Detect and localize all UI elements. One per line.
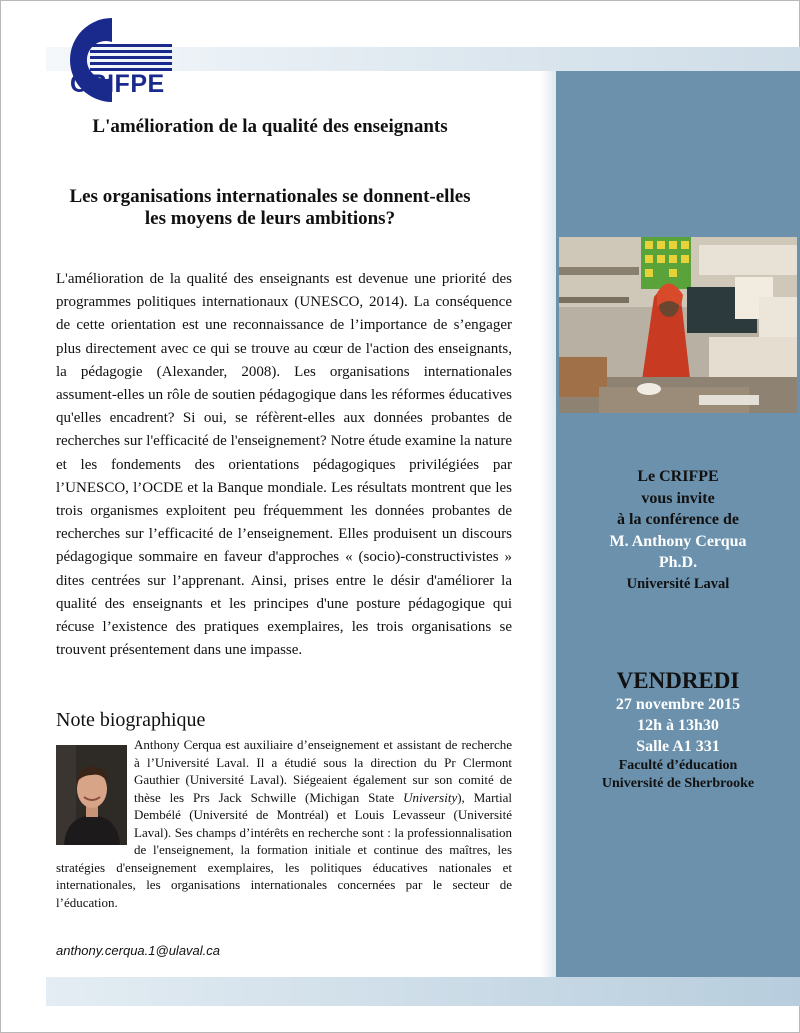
invite-line-2: vous invite [641,489,715,507]
logo-text: CRIFPE [70,70,165,98]
event-time: 12h à 13h30 [637,717,719,734]
event-room: Salle A1 331 [636,738,720,755]
classroom-photo [559,237,797,413]
event-faculty: Faculté d’éducation [618,758,738,773]
column-shade [540,71,556,977]
speaker-degree: Ph.D. [658,554,698,571]
event-date: 27 novembre 2015 [615,696,741,713]
contact-email[interactable]: anthony.cerqua.1@ulaval.ca [56,943,221,958]
bottom-band [46,977,800,1006]
bio-text: Anthony Cerqua est auxiliaire d’enseignement et assistant de recherche à l’Université Laval. Il a étudié sous la direction du Pr Clermont Gauthier (Université Laval). Siégeaient également sur son comité de thèse les Prs Jack Schwille (Michigan State University), Martial Dembélé (Université de Montréal) et Louis Levasseur (Université Laval). Ses champs d’intérêts en recherche sont : la professionnalisation de l'enseignement, la formation initiale et continue des maîtres, les stratégies d'enseignement exemplaires, les politiques éducatives nationales et internationales, les organisations internationales concernées par le secteur de l’éducation. [56,737,512,910]
event-details [556,668,800,793]
bio-heading: Note biographique [56,709,206,731]
abstract-text: L'amélioration de la qualité des enseignants est devenue une priorité des programmes politiques internationaux (UNESCO, 2014). La conséquence de cette orientation est une reconnaissance de l’importance de s’engager plus directement avec ce qui se trouve au cœur de l'action des enseignants, la pédagogie (Alexander, 2008). Les organisations internationales assument-elles un rôle de soutien pédagogique dans les réformes éducatives qu'elles encadrent? Si oui, se réfèrent-elles aux données probantes de recherches sur l'efficacité de l'enseignement? Notre étude examine la nature et les fondements des orientations pédagogiques privilégiées par l’UNESCO, l’OCDE et la Banque mondiale. Les résultats montrent que les trois organismes exploitent peu fréquemment les données probantes de recherches sur l’efficacité de l’enseignement. Elles produisent un discours pédagogique sommaire en faveur d'approches « (socio)-constructivistes » dites centrées sur l’apprenant. Ainsi, prises entre le désir d'améliorer la qualité des enseignants et les principes d'une posture pédagogique qui récuse l’existence des pratiques exemplaires, les trois organisations se trouvent présentement dans une impasse. [56,271,512,659]
event-university: Université de Sherbrooke [601,776,755,791]
invite-line-1: Le CRIFPE [637,468,719,485]
event-day: VENDREDI [616,668,740,693]
conference-title: L'amélioration de la qualité des enseignants [92,116,448,137]
speaker-affiliation: Université Laval [626,575,730,592]
conference-subtitle: Les organisations internationales se donnent-elles les moyens de leurs ambitions? [69,186,471,229]
speaker-name: M. Anthony Cerqua [609,532,747,550]
invitation-block [556,466,800,595]
invite-line-3: à la conférence de [617,511,739,528]
